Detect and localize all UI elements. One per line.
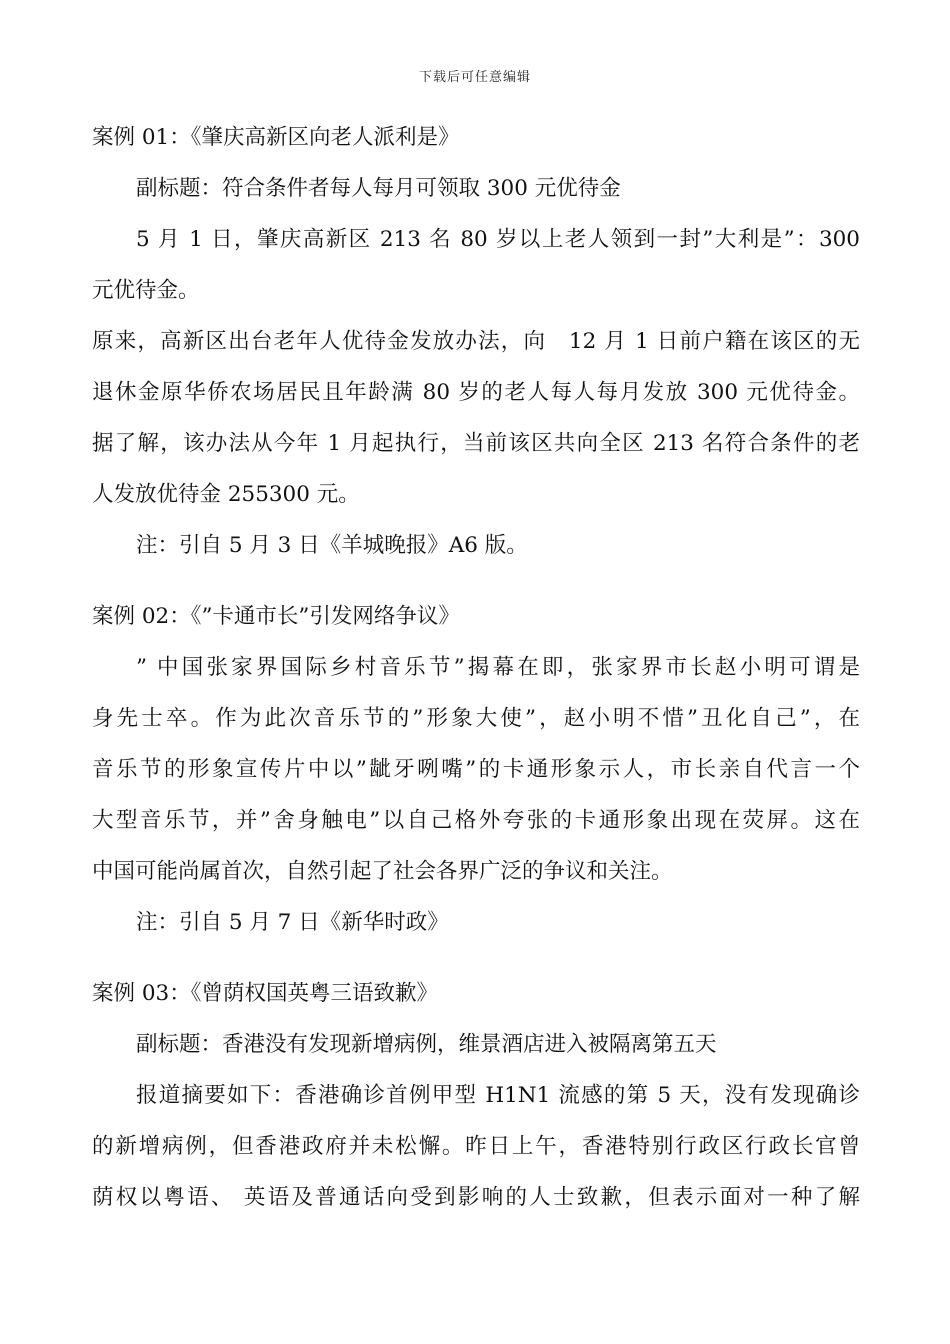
case-subtitle: 副标题：香港没有发现新增病例，维景酒店进入被隔离第五天 xyxy=(136,1032,717,1057)
paragraph-line: 身先士卒。作为此次音乐节的”形象大使”，赵小明不惜”丑化自己”，在 xyxy=(92,706,860,731)
case-title: 案例 03：《曾荫权国英粤三语致歉》 xyxy=(92,981,438,1006)
paragraph-line: 元优待金。 xyxy=(92,278,200,303)
page-header: 下载后可任意编辑 xyxy=(418,70,531,85)
paragraph-line: 5 月 1 日，肇庆高新区 213 名 80 岁以上老人领到一封”大利是”：300 xyxy=(136,227,860,252)
case-title: 案例 02：《”卡通市长”引发网络争议》 xyxy=(92,604,460,629)
paragraph-line: 荫权以粤语、 英语及普通话向受到影响的人士致歉，但表示面对一种了解 xyxy=(92,1185,860,1210)
paragraph-line: 退休金原华侨农场居民且年龄满 80 岁的老人每人每月发放 300 元优待金。 xyxy=(92,380,860,405)
paragraph-line: 据了解，该办法从今年 1 月起执行，当前该区共向全区 213 名符合条件的老 xyxy=(92,431,860,456)
source-note: 注：引自 5 月 7 日《新华时政》 xyxy=(136,910,449,935)
paragraph-line: 音乐节的形象宣传片中以”龇牙咧嘴”的卡通形象示人，市长亲自代言一个 xyxy=(92,757,860,782)
paragraph-line: 的新增病例，但香港政府并未松懈。昨日上午，香港特别行政区行政长官曾 xyxy=(92,1134,860,1159)
source-note: 注：引自 5 月 3 日《羊城晚报》A6 版。 xyxy=(136,533,528,558)
paragraph-line: 大型音乐节，并”舍身触电”以自己格外夸张的卡通形象出现在荧屏。这在 xyxy=(92,808,860,833)
case-subtitle: 副标题：符合条件者每人每月可领取 300 元优待金 xyxy=(136,176,621,201)
paragraph-line: 中国可能尚属首次，自然引起了社会各界广泛的争议和关注。 xyxy=(92,859,673,884)
document-body xyxy=(92,112,860,1223)
paragraph-line: 人发放优待金 255300 元。 xyxy=(92,482,360,507)
paragraph-line: 报道摘要如下：香港确诊首例甲型 H1N1 流感的第 5 天，没有发现确诊 xyxy=(136,1083,860,1108)
paragraph-line: ” 中国张家界国际乡村音乐节”揭幕在即，张家界市长赵小明可谓是 xyxy=(136,655,860,680)
paragraph-line: 原来，高新区出台老年人优待金发放办法，向 12 月 1 日前户籍在该区的无 xyxy=(92,329,860,354)
case-title: 案例 01：《肇庆高新区向老人派利是》 xyxy=(92,125,460,150)
